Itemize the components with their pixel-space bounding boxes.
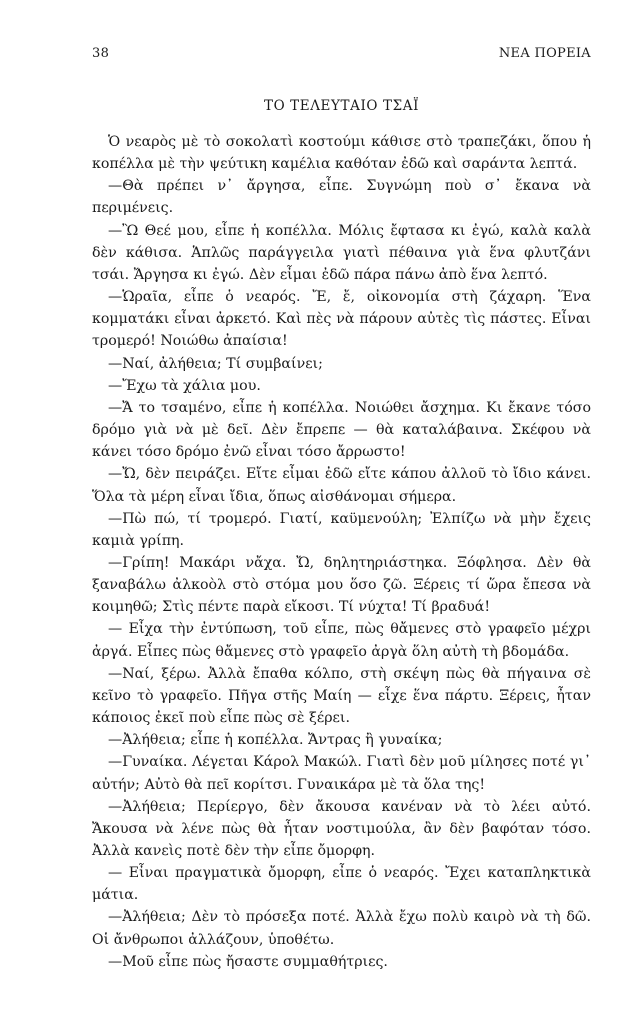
paragraph: —Ἀλήθεια; Περίεργο, δὲν ἄκουσα κανέναν νὰ τὸ λέει αὐτό. Ἄκουσα νὰ λένε πὼς θὰ ἦταν νοστιμούλα, ἂν δὲν βαφόταν τόσο. Ἀλλὰ κανεὶς ποτὲ δὲν τὴν εἶπε ὄμορφη. bbox=[92, 798, 591, 859]
paragraph: —Πὼ πώ, τί τρομερό. Γιατί, καϋμενούλη; Ἐλπίζω νὰ μὴν ἔχεις καμιὰ γρίπη. bbox=[92, 510, 591, 549]
story-body bbox=[92, 131, 591, 973]
story-title: ΤΟ ΤΕΛΕΥΤΑΙΟ ΤΣΑΪ bbox=[263, 98, 419, 114]
paragraph: —Γυναίκα. Λέγεται Κάρολ Μακώλ. Γιατὶ δὲν μοῦ μίλησες ποτέ γι᾽ αὐτήν; Αὐτὸ θὰ πεῖ κορίτσι. Γυναικάρα μὲ τὰ ὅλα της! bbox=[92, 754, 591, 793]
paragraph: —Ἀλήθεια; εἶπε ἡ κοπέλλα. Ἄντρας ἢ γυναίκα; bbox=[108, 732, 443, 749]
paragraph: —Ἔχω τὰ χάλια μου. bbox=[108, 377, 261, 394]
page-header bbox=[92, 46, 591, 66]
page-number: 38 bbox=[92, 46, 110, 61]
paragraph: —Ὡραῖα, εἶπε ὁ νεαρός. Ἔ, ἔ, οἰκονομία στὴ ζάχαρη. Ἕνα κομματάκι εἶναι ἀρκετό. Καὶ πὲς νὰ πάρουν αὐτὲς τὶς πάστες. Εἶναι τρομερό! Νοιώθω ἀπαίσια! bbox=[92, 289, 591, 350]
paragraph: —Ἀλήθεια; Δὲν τὸ πρόσεξα ποτέ. Ἀλλὰ ἔχω πολὺ καιρὸ νὰ τὴ δῶ. Οἱ ἄνθρωποι ἀλλάζουν, ὑποθέτω. bbox=[92, 909, 591, 948]
paragraph: —Ναί, ἀλήθεια; Τί συμβαίνει; bbox=[108, 355, 323, 372]
paragraph: — Εἶναι πραγματικὰ ὄμορφη, εἶπε ὁ νεαρός. Ἔχει καταπληκτικὰ μάτια. bbox=[92, 865, 591, 904]
paragraph: Ὁ νεαρὸς μὲ τὸ σοκολατὶ κοστούμι κάθισε στὸ τραπεζάκι, ὅπου ἡ κοπέλλα μὲ τὴν ψεύτικη καμέλια καθόταν ἐδῶ καὶ σαράντα λεπτά. bbox=[92, 134, 591, 173]
paragraph: —Μοῦ εἶπε πὼς ἤσαστε συμμαθήτριες. bbox=[108, 953, 388, 970]
paragraph: —Θὰ πρέπει ν᾽ ἄργησα, εἶπε. Συγνώμη ποὺ σ᾽ ἔκανα νὰ περιμένεις. bbox=[92, 178, 591, 217]
paragraph: — Εἶχα τὴν ἐντύπωση, τοῦ εἶπε, πὼς θἄμενες στὸ γραφεῖο μέχρι ἀργά. Εἶπες πὼς θἄμενες στὸ γραφεῖο ἀργὰ ὅλη αὐτὴ τὴ βδομάδα. bbox=[92, 621, 591, 660]
running-head: ΝΕΑ ΠΟΡΕΙΑ bbox=[498, 46, 591, 61]
paragraph: —Ὤ, δὲν πειράζει. Εἴτε εἶμαι ἐδῶ εἴτε κάπου ἀλλοῦ τὸ ἴδιο κάνει. Ὅλα τὰ μέρη εἶναι ἴδια, ὅπως αἰσθάνομαι σήμερα. bbox=[92, 466, 591, 505]
paragraph: —Ἄ το τσαμένο, εἶπε ἡ κοπέλλα. Νοιώθει ἄσχημα. Κι ἔκανε τόσο δρόμο γιὰ νὰ μὲ δεῖ. Δὲν ἔπρεπε — θὰ καταλάβαινα. Σκέφου νὰ κάνει τόσο δρόμο ἐνῶ εἶναι τόσο ἄρρωστο! bbox=[92, 399, 591, 461]
paragraph: —Γρίπη! Μακάρι νἄχα. Ὤ, δηλητηριάστηκα. Ξόφλησα. Δὲν θὰ ξαναβάλω ἀλκοὸλ στὸ στόμα μου ὅσο ζῶ. Ξέρεις τί ὥρα ἔπεσα νὰ κοιμηθῶ; Στὶς πέντε παρὰ εἴκοσι. Τί νύχτα! Τί βραδυά! bbox=[92, 554, 591, 616]
paragraph: —Ὢ Θεέ μου, εἶπε ἡ κοπέλλα. Μόλις ἔφτασα κι ἐγώ, καλὰ καλὰ δὲν κάθισα. Ἁπλῶς παράγγειλα γιατὶ πέθαινα γιὰ ἕνα φλυτζάνι τσάι. Ἄργησα κι ἐγώ. Δὲν εἶμαι ἐδῶ πάρα πάνω ἀπὸ ἕνα λεπτό. bbox=[92, 222, 591, 283]
paragraph: —Ναί, ξέρω. Ἀλλὰ ἔπαθα κόλπο, στὴ σκέψη πὼς θὰ πήγαινα σὲ κεῖνο τὸ γραφεῖο. Πῆγα στῆς Μαίη — εἶχε ἕνα πάρτυ. Ξέρεις, ἦταν κάποιος ἐκεῖ ποὺ εἶπε πὼς σὲ ξέρει. bbox=[92, 665, 591, 727]
